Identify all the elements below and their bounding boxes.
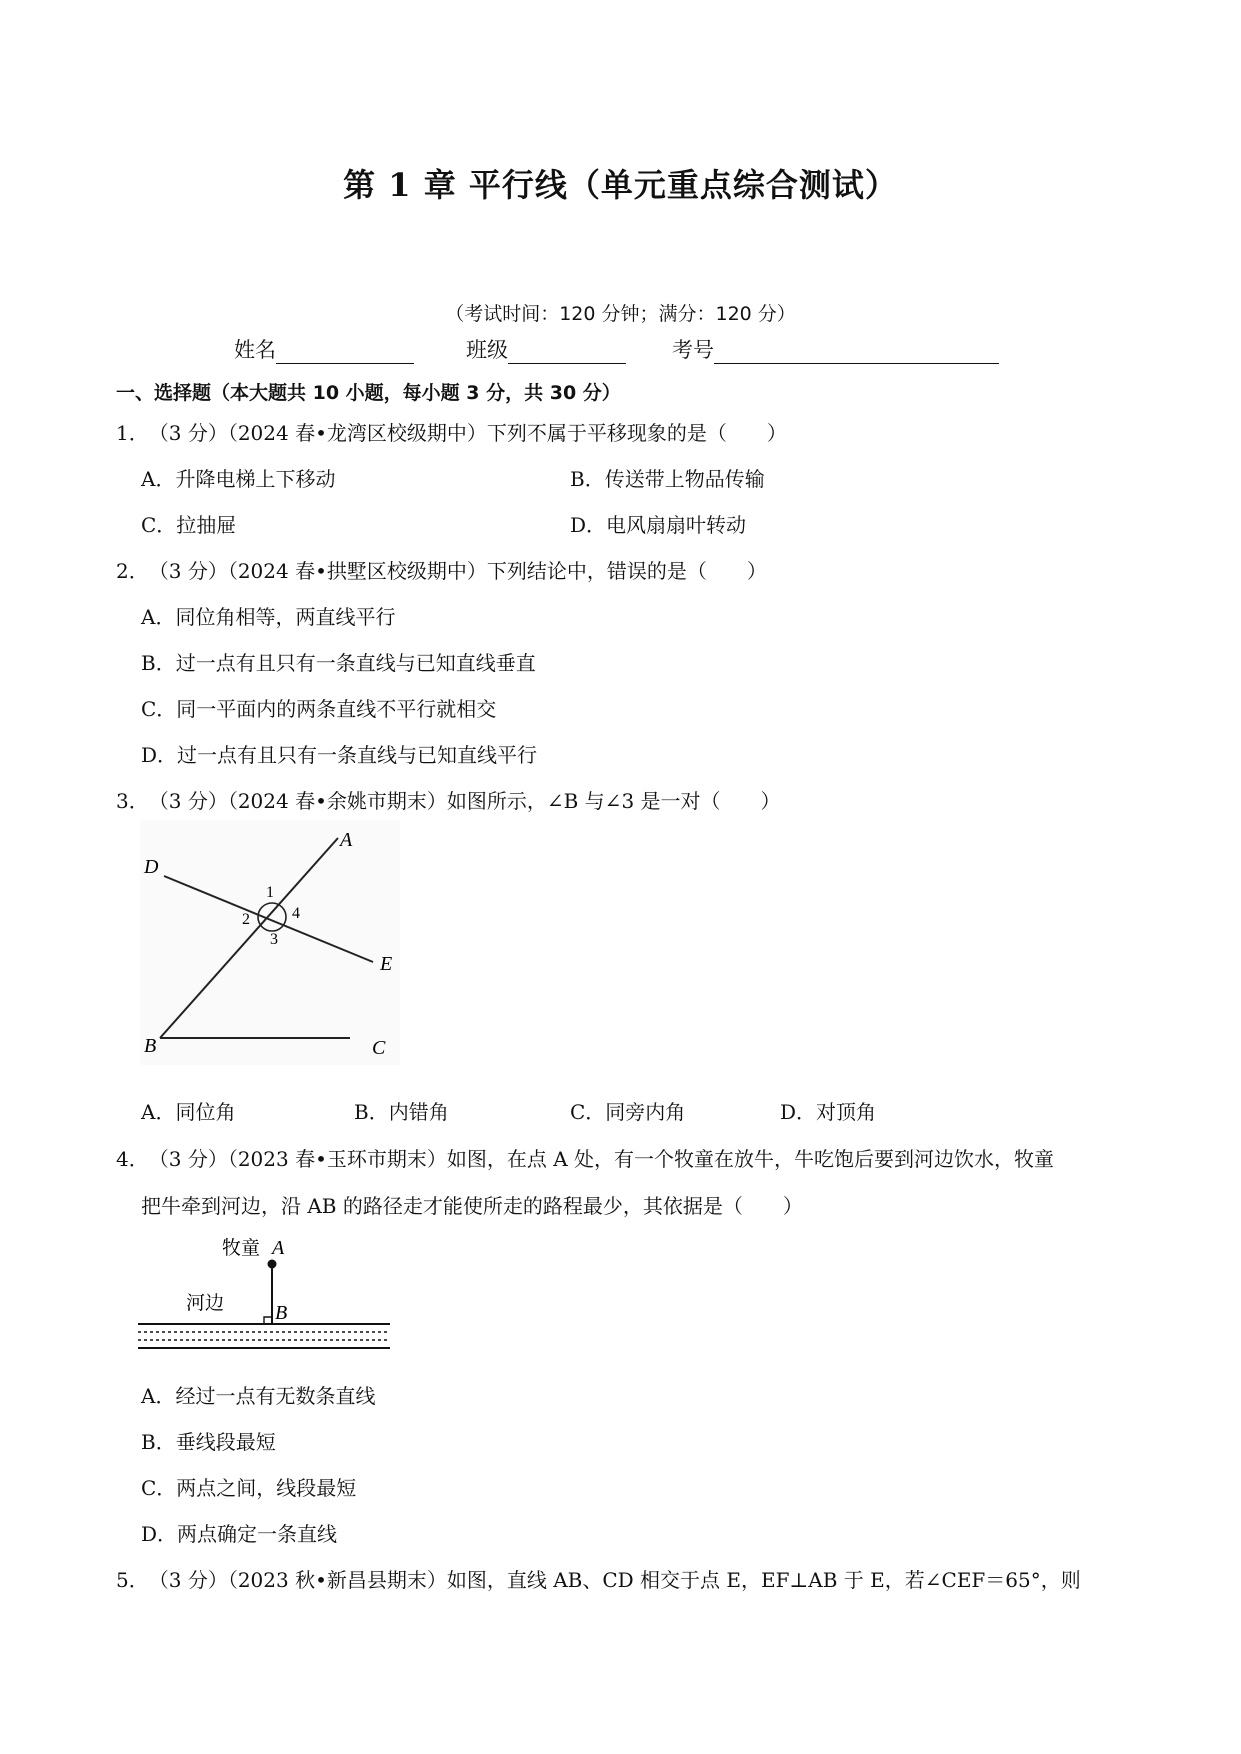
question-number: 5． (116, 1568, 149, 1592)
question-5 (116, 1564, 1081, 1593)
option-d[interactable]: D．对顶角 (780, 1100, 877, 1124)
right-angle-mark (264, 1317, 272, 1324)
question-text: （3 分）（2024 春•龙湾区校级期中）下列不属于平移现象的是（ ） (148, 421, 787, 445)
question-text: （3 分）（2023 秋•新昌县期末）如图，直线 AB、CD 相交于点 E，EF⊥AB 于 E，若∠CEF＝65°，则 (148, 1568, 1081, 1592)
page-title: 第 1 章 平行线（单元重点综合测试） (343, 166, 898, 204)
name-field (234, 334, 414, 364)
question-number: 1． (116, 421, 149, 445)
class-label: 班级 (466, 338, 508, 362)
name-blank[interactable] (276, 341, 414, 364)
label-b: B (275, 1302, 288, 1324)
label-angle-3: 3 (270, 931, 278, 948)
label-a: A (340, 829, 353, 851)
option-b[interactable]: B．传送带上物品传输 (570, 467, 765, 491)
option-b[interactable]: B．垂线段最短 (141, 1430, 276, 1454)
name-label: 姓名 (234, 338, 276, 362)
number-blank[interactable] (714, 341, 999, 364)
question-4 (116, 1143, 1054, 1172)
label-d: D (144, 856, 159, 878)
question-text-line1: （3 分）（2023 春•玉环市期末）如图，在点 A 处，有一个牧童在放牛，牛吃饱后要到河边饮水，牧童 (148, 1147, 1055, 1171)
question-text: （3 分）（2024 春•余姚市期末）如图所示，∠B 与∠3 是一对（ ） (148, 789, 781, 813)
label-a: A (272, 1237, 285, 1259)
label-c: C (372, 1037, 386, 1059)
question-1 (116, 417, 787, 446)
label-angle-2: 2 (242, 911, 250, 928)
class-blank[interactable] (508, 341, 626, 364)
question-3 (116, 785, 781, 814)
question-number: 2． (116, 559, 149, 583)
question-text: （3 分）（2024 春•拱墅区校级期中）下列结论中，错误的是（ ） (148, 559, 767, 583)
exam-info: （考试时间：120 分钟；满分：120 分） (445, 303, 796, 325)
option-d[interactable]: D．电风扇扇叶转动 (570, 513, 747, 537)
option-a[interactable]: A．同位角相等，两直线平行 (141, 605, 396, 629)
label-herder: 牧童 (222, 1238, 261, 1259)
option-c[interactable]: C．两点之间，线段最短 (141, 1476, 357, 1500)
label-angle-1: 1 (266, 884, 274, 901)
option-b[interactable]: B．内错角 (354, 1100, 449, 1124)
label-e: E (380, 953, 393, 975)
section-title: 一、选择题（本大题共 10 小题，每小题 3 分，共 30 分） (116, 382, 621, 404)
question-2 (116, 555, 767, 584)
label-angle-4: 4 (292, 905, 300, 922)
option-d[interactable]: D．过一点有且只有一条直线与已知直线平行 (141, 743, 538, 767)
question-number: 4． (116, 1147, 149, 1171)
option-c[interactable]: C．拉抽屉 (141, 513, 237, 537)
class-field (466, 334, 626, 364)
question-4-continued: 把牛牵到河边，沿 AB 的路径走才能使所走的路程最少，其依据是（ ） (141, 1194, 803, 1218)
question-number: 3． (116, 789, 149, 813)
option-a[interactable]: A．升降电梯上下移动 (141, 467, 336, 491)
option-b[interactable]: B．过一点有且只有一条直线与已知直线垂直 (141, 651, 536, 675)
option-c[interactable]: C．同一平面内的两条直线不平行就相交 (141, 697, 497, 721)
label-river: 河边 (186, 1293, 225, 1314)
number-field (672, 334, 999, 364)
angle-figure (140, 820, 410, 1070)
label-b: B (144, 1035, 157, 1057)
river-figure (138, 1232, 398, 1362)
option-a[interactable]: A．经过一点有无数条直线 (141, 1384, 376, 1408)
option-c[interactable]: C．同旁内角 (570, 1100, 686, 1124)
option-a[interactable]: A．同位角 (141, 1100, 236, 1124)
option-d[interactable]: D．两点确定一条直线 (141, 1522, 338, 1546)
number-label: 考号 (672, 338, 714, 362)
